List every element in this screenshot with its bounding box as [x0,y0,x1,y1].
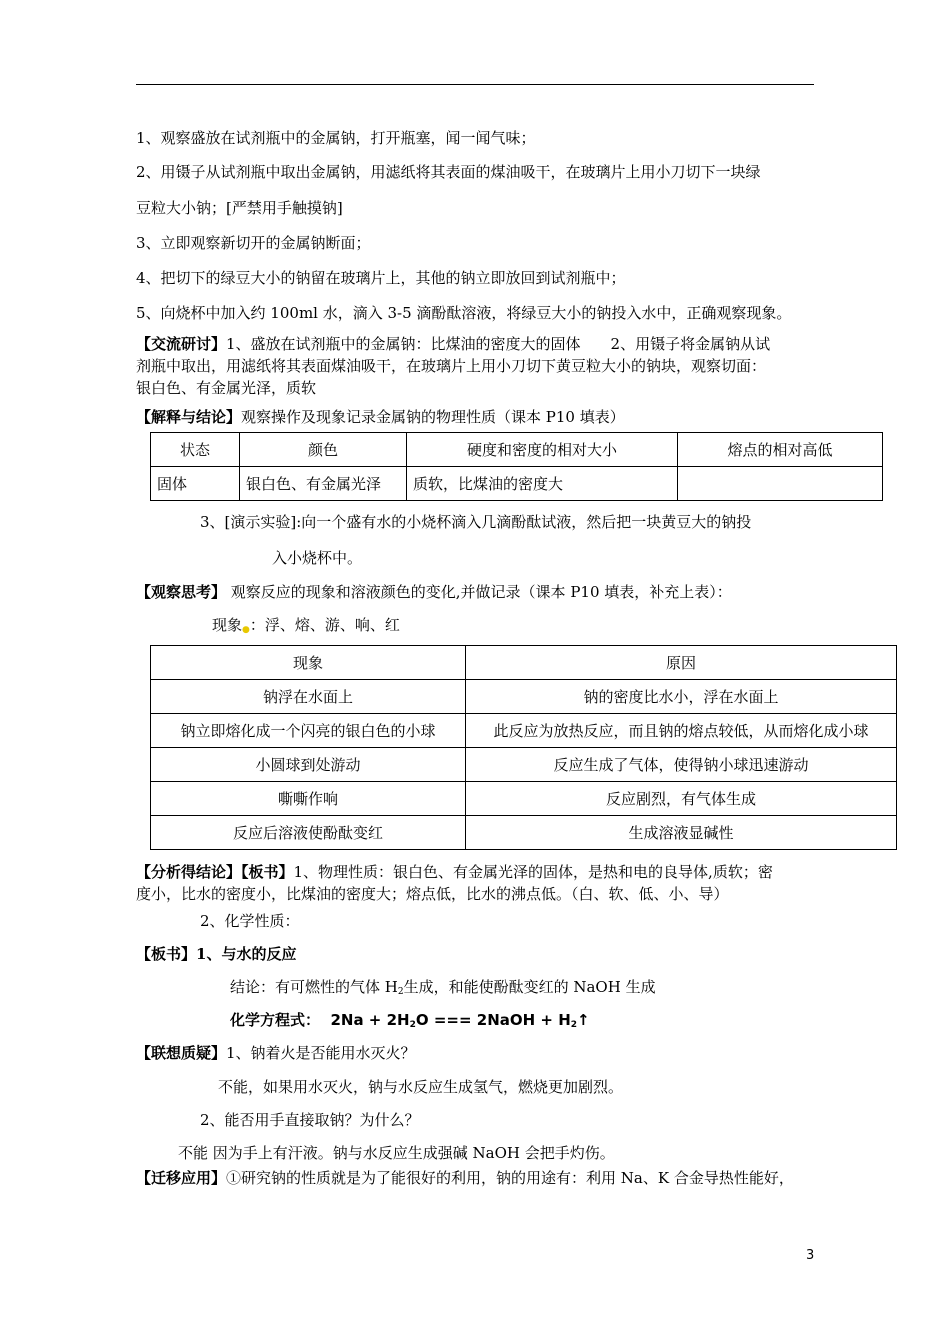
step-3: 3、立即观察新切开的金属钠断面； [136,234,371,252]
analysis-line-1: 【分析得结论】【板书】1、物理性质：银白色、有金属光泽的固体，是热和电的良导体,质软；密 [136,863,773,881]
transfer-heading: 【迁移应用】 [136,1169,227,1187]
analysis-line-3: 2、化学性质： [200,912,300,930]
table-cell: 钠立即熔化成一个闪亮的银白色的小球 [151,714,466,748]
explain-line: 【解释与结论】观察操作及现象记录金属钠的物理性质（课本 P10 填表） [136,408,625,426]
answer-2: 不能 因为手上有汗液。钠与水反应生成强碱 NaOH 会把手灼伤。 [178,1144,615,1162]
table-cell: 固体 [151,467,240,501]
demo-line-2: 入小烧杯中。 [272,549,363,567]
page-number: 3 [806,1248,815,1263]
analysis-line-2: 度小，比水的密度小，比煤油的密度大；熔点低，比水的沸点低。（白、软、低、小、导） [136,885,729,903]
table-header-row [151,646,897,680]
exchange-line-3: 银白色、有金属光泽，质软 [136,379,317,397]
transfer-line: 【迁移应用】①研究钠的性质就是为了能很好的利用，钠的用途有：利用 Na、K 合金导热性能好， [136,1169,794,1187]
table-cell: 此反应为放热反应，而且钠的熔点较低，从而熔化成小球 [466,714,897,748]
table-row [151,816,897,850]
exchange-heading: 【交流研讨】 [136,335,227,353]
table-cell: 反应剧烈，有气体生成 [466,782,897,816]
table-row [151,748,897,782]
table-row [151,714,897,748]
demo-line-1: 3、[演示实验]:向一个盛有水的小烧杯滴入几滴酚酞试液，然后把一块黄豆大的钠投 [200,513,752,531]
table-cell: 嘶嘶作响 [151,782,466,816]
table-header-cell: 原因 [466,646,897,680]
table-header-cell: 熔点的相对高低 [678,433,883,467]
table-cell: 反应生成了气体，使得钠小球迅速游动 [466,748,897,782]
equation-label: 化学方程式： [230,1011,321,1029]
step-1: 1、观察盛放在试剂瓶中的金属钠，打开瓶塞，闻一闻气味； [136,129,536,147]
equation-line: 化学方程式： $2Na + 2H_2O$ === 2NaOH + $H_2↑$ [230,1011,590,1030]
table-cell: 钠的密度比水小，浮在水面上 [466,680,897,714]
answer-1: 不能，如果用水灭火，钠与水反应生成氢气，燃烧更加剧烈。 [218,1078,624,1096]
table-cell [678,467,883,501]
associate-line: 【联想质疑】1、钠着火是否能用水灭火？ [136,1044,416,1062]
mark-icon: ● [242,625,250,635]
step-2: 2、用镊子从试剂瓶中取出金属钠，用滤纸将其表面的煤油吸干，在玻璃片上用小刀切下一块绿 [136,163,761,181]
conclusion-line: 结论：有可燃性的气体 $H_2$生成，和能使酚酞变红的 NaOH 生成 [230,978,656,997]
table-row [151,680,897,714]
table-cell: 钠浮在水面上 [151,680,466,714]
phenomena-line: 现象●：浮、熔、游、响、红 [212,616,400,635]
step-4: 4、把切下的绿豆大小的钠留在玻璃片上，其他的钠立即放回到试剂瓶中； [136,269,626,287]
step-5: 5、向烧杯中加入约 100ml 水，滴入 3-5 滴酚酞溶液，将绿豆大小的钠投入水中，正确观察现象。 [136,304,792,322]
explain-heading: 【解释与结论】 [136,408,242,426]
exchange-line-2: 剂瓶中取出，用滤纸将其表面煤油吸干，在玻璃片上用小刀切下黄豆粒大小的钠块，观察切面： [136,357,767,375]
table-header-cell: 硬度和密度的相对大小 [407,433,678,467]
physical-property-table [150,432,883,501]
phenomena-table [150,645,897,850]
table-header-row [151,433,883,467]
table-cell: 银白色、有金属光泽 [240,467,407,501]
question-2: 2、能否用手直接取钠？为什么？ [200,1111,420,1129]
table-header-cell: 状态 [151,433,240,467]
board-heading: 【板书】 [136,945,197,963]
table-cell: 质软，比煤油的密度大 [407,467,678,501]
analysis-heading: 【分析得结论】【板书】 [136,863,294,881]
step-2-cont: 豆粒大小钠；[严禁用手触摸钠] [136,199,343,217]
table-header-cell: 现象 [151,646,466,680]
table-header-cell: 颜色 [240,433,407,467]
table-cell: 小圆球到处游动 [151,748,466,782]
table-row [151,782,897,816]
associate-heading: 【联想质疑】 [136,1044,227,1062]
exchange-line-1: 【交流研讨】1、盛放在试剂瓶中的金属钠：比煤油的密度大的固体 2、用镊子将金属钠从试 [136,335,771,353]
table-cell: 生成溶液显碱性 [466,816,897,850]
observe-heading: 【观察思考】 [136,583,227,601]
header-rule [136,84,814,85]
up-arrow-icon: ↑ [577,1011,590,1029]
table-row [151,467,883,501]
table-cell: 反应后溶液使酚酞变红 [151,816,466,850]
board-line: 【板书】1、与水的反应 [136,945,297,963]
observe-line: 【观察思考】 观察反应的现象和溶液颜色的变化,并做记录（课本 P10 填表，补充上表）： [136,583,732,601]
